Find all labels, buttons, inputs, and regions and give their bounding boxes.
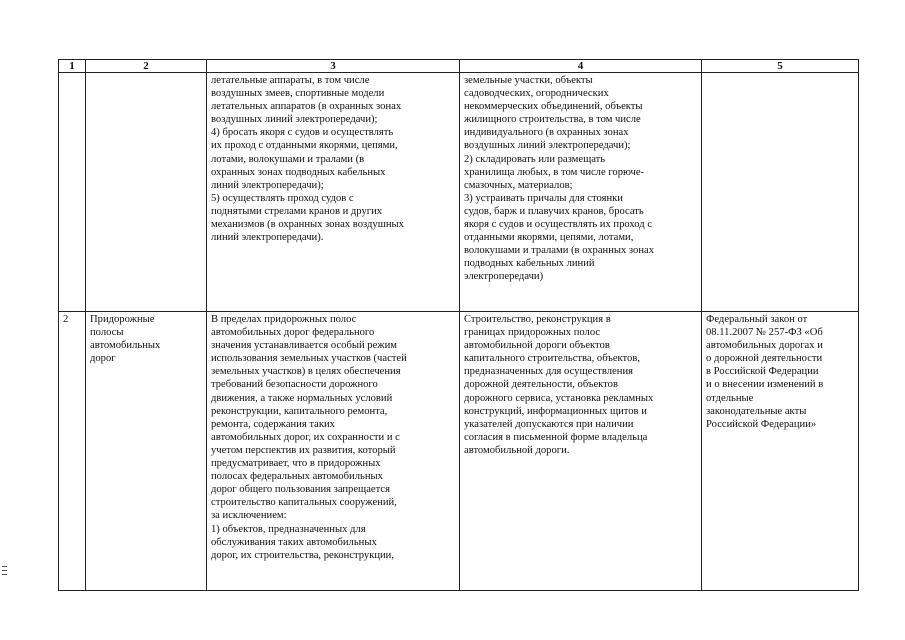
text-line: летательных аппаратов (в охранных зонах [211, 101, 402, 113]
text-line: земельных участков) в целях обеспечения [211, 366, 401, 378]
text-line: 08.11.2007 № 257-ФЗ «Об [706, 327, 823, 339]
text-line: дорожного сервиса, установка рекламных [464, 392, 654, 404]
text-line: учетом перспектив их развития, который [211, 444, 396, 456]
text-line: земельные участки, объекты [464, 75, 593, 86]
text-line: за исключением: [211, 510, 287, 522]
legal-basis-cell [702, 312, 859, 591]
text-line: смазочных, материалов; [464, 179, 573, 191]
text-line: линий электропередачи). [211, 232, 324, 244]
text-line: использования земельных участков (частей [211, 353, 407, 365]
text-line: и о внесении изменений в [706, 379, 824, 391]
table-header-row [59, 60, 859, 73]
text-line: некоммерческих объединений, объекты [464, 101, 643, 113]
text-line: 1) объектов, предназначенных для [211, 523, 366, 535]
zone-name-cell [86, 73, 207, 312]
text-line: автомобильной дороги. [464, 444, 570, 456]
text-line: отдельные [706, 392, 754, 404]
text-line: электропередачи) [464, 271, 544, 283]
margin-tick [2, 566, 7, 567]
text-line: о дорожной деятельности [706, 353, 823, 365]
text-line: предусматривает, что в придорожных [211, 458, 381, 470]
text-line: индивидуального (в охранных зонах [464, 127, 629, 139]
text-line: поднятыми стрелами кранов и других [211, 205, 383, 217]
text-line: 3) устраивать причалы для стоянки [464, 192, 623, 204]
margin-tick [2, 574, 7, 575]
text-line: указателей допускаются при наличии [464, 418, 634, 430]
header-cell: 4 [460, 60, 702, 73]
text-line: механизмов (в охранных зонах воздушных [211, 219, 404, 231]
text-line: требований безопасности дорожного [211, 379, 378, 391]
header-cell: 2 [86, 60, 207, 73]
text-line: их проход с отданными якорями, цепями, [211, 140, 398, 152]
header-cell: 1 [59, 60, 86, 73]
legal-basis-cell [702, 73, 859, 312]
restrictions-cell [207, 312, 460, 591]
text-line: капитального строительства, объектов, [464, 353, 640, 365]
text-line: якоря с судов и осуществлять их проход с [464, 219, 653, 231]
text-line: Придорожные [90, 314, 155, 325]
header-cell: 3 [207, 60, 460, 73]
text-line: волокушами и тралами (в охранных зонах [464, 245, 655, 257]
text-line: полосах федеральных автомобильных [211, 471, 383, 483]
text-line: воздушных линий электропередачи); [211, 114, 378, 126]
table-row [59, 312, 859, 591]
text-line: жилищного строительства, в том числе [464, 114, 641, 126]
text-line: Российской Федерации» [706, 418, 817, 430]
text-line: законодательные акты [706, 405, 807, 417]
table-row [59, 73, 859, 312]
text-line: лотами, волокушами и тралами (в [211, 153, 365, 165]
margin-tick [2, 570, 7, 571]
text-line: конструкций, информационных щитов и [464, 405, 647, 417]
text-line: автомобильных дорог федерального [211, 327, 375, 339]
text-line: отданными якорями, цепями, лотами, [464, 232, 634, 244]
permitted-cell [460, 312, 702, 591]
text-line: 2) складировать или размещать [464, 153, 606, 165]
text-line: подводных кабельных линий [464, 258, 595, 270]
text-line: судов, барж и плавучих кранов, бросать [464, 205, 644, 217]
text-line: летательные аппараты, в том числе [211, 75, 370, 86]
text-line: границах придорожных полос [464, 327, 601, 339]
text-line: полосы [90, 327, 124, 339]
text-line: согласия в письменной форме владельца [464, 431, 648, 443]
text-line: обслуживания таких автомобильных [211, 536, 377, 548]
text-line: 5) осуществлять проход судов с [211, 192, 354, 204]
text-line: 4) бросать якоря с судов и осуществлять [211, 127, 394, 139]
text-line: значения устанавливается особый режим [211, 340, 397, 352]
text-line: дорог общего пользования запрещается [211, 484, 390, 496]
text-line: в Российской Федерации [706, 366, 819, 378]
text-line: автомобильных [90, 340, 161, 352]
text-line: хранилища любых, в том числе горюче- [464, 166, 645, 178]
permitted-cell [460, 73, 702, 312]
text-line: реконструкции, капитального ремонта, [211, 405, 388, 417]
row-number-cell [59, 73, 86, 312]
text-line: дорог, их строительства, реконструкции, [211, 549, 394, 561]
text-line: линий электропередачи); [211, 179, 324, 191]
text-line: Строительство, реконструкция в [464, 314, 611, 325]
text-line: автомобильных дорог, их сохранности и с [211, 431, 400, 443]
header-cell: 5 [702, 60, 859, 73]
text-line: автомобильной дороги объектов [464, 340, 610, 352]
text-line: ремонта, содержания таких [211, 418, 335, 430]
text-line: движения, а также нормальных условий [211, 392, 393, 404]
text-line: дорожной деятельности, объектов [464, 379, 618, 391]
text-line: автомобильных дорогах и [706, 340, 823, 352]
text-line: воздушных змеев, спортивные модели [211, 88, 385, 100]
text-line: строительство капитальных сооружений, [211, 497, 397, 509]
text-line: Федеральный закон от [706, 314, 808, 325]
text-line: садоводческих, огороднических [464, 88, 609, 100]
text-line: В пределах придорожных полос [211, 314, 357, 325]
zone-name-cell [86, 312, 207, 591]
text-line: предназначенных для осуществления [464, 366, 633, 378]
restrictions-cell [207, 73, 460, 312]
row-number-cell: 2 [59, 312, 86, 591]
text-line: охранных зонах подводных кабельных [211, 166, 386, 178]
text-line: дорог [90, 353, 116, 365]
zones-table [58, 59, 859, 591]
text-line: воздушных линий электропередачи); [464, 140, 631, 152]
